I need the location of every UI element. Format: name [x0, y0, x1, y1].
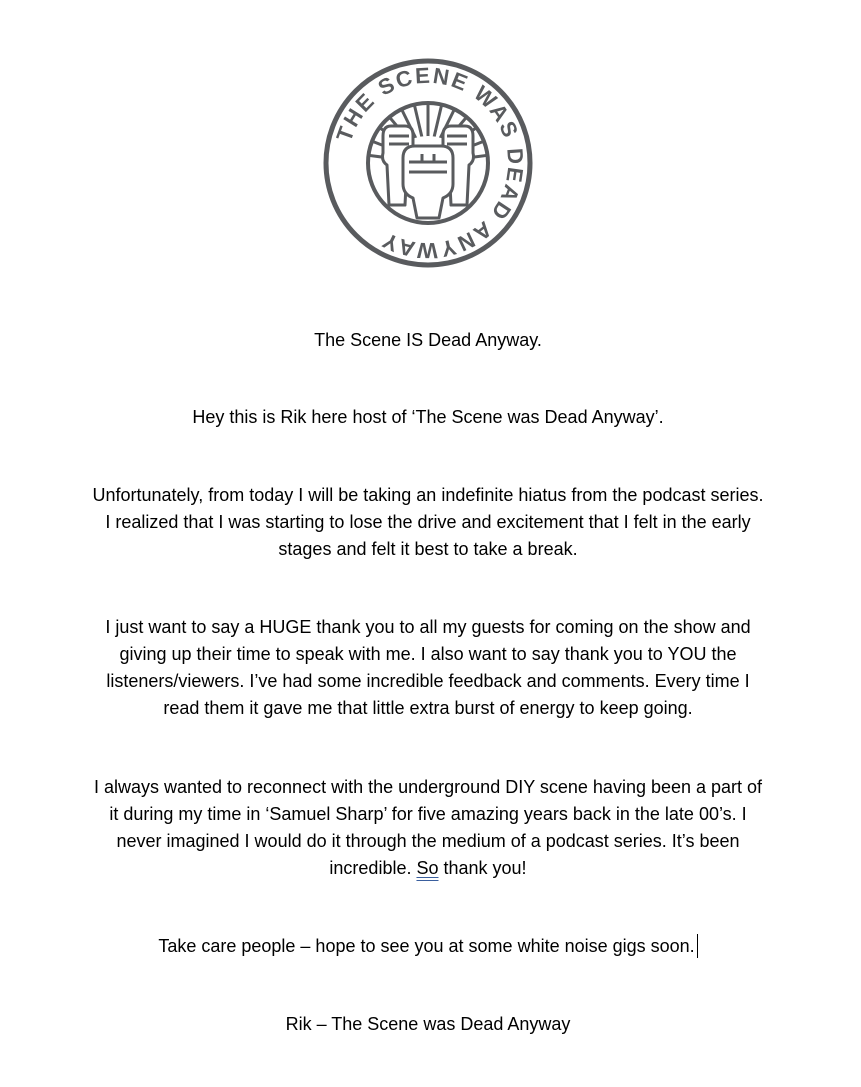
closing-paragraph[interactable]: [88, 933, 768, 960]
diy-text-end: thank you!: [438, 858, 527, 878]
hiatus-paragraph: Unfortunately, from today I will be taking an indefinite hiatus from the podcast series. I realized that I was starting to lose the drive and excitement that I felt in the early stages and felt it best to take a break.: [92, 485, 764, 559]
closing-text: Take care people – hope to see you at some white noise gigs soon.: [158, 936, 695, 956]
diy-scene-paragraph: [88, 774, 768, 882]
intro-paragraph: Hey this is Rik here host of ‘The Scene was Dead Anyway’.: [192, 407, 664, 427]
diy-text: I always wanted to reconnect with the underground DIY scene having been a part of it during my time in ‘Samuel Sharp’ for five amazing years back in the late 00’s. I never imagined I would do it through the medium of a podcast series. It’s been incredible.: [93, 777, 763, 878]
signature-line: Rik – The Scene was Dead Anyway: [285, 1014, 571, 1034]
logo-ring-text: THE SCENE WAS DEAD ANYWAY: [331, 62, 529, 264]
podcast-logo: [323, 58, 533, 268]
letter-title: The Scene IS Dead Anyway.: [314, 330, 542, 350]
grammar-flagged-word[interactable]: So: [416, 858, 439, 878]
text-cursor: [697, 934, 698, 958]
thanks-paragraph: I just want to say a HUGE thank you to all my guests for coming on the show and giving up their time to speak with me. I also want to say thank you to YOU the listeners/viewers. I’ve had some incredible feedback and comments. Every time I read them it gave me that little extra burst of energy to keep going.: [105, 617, 751, 718]
